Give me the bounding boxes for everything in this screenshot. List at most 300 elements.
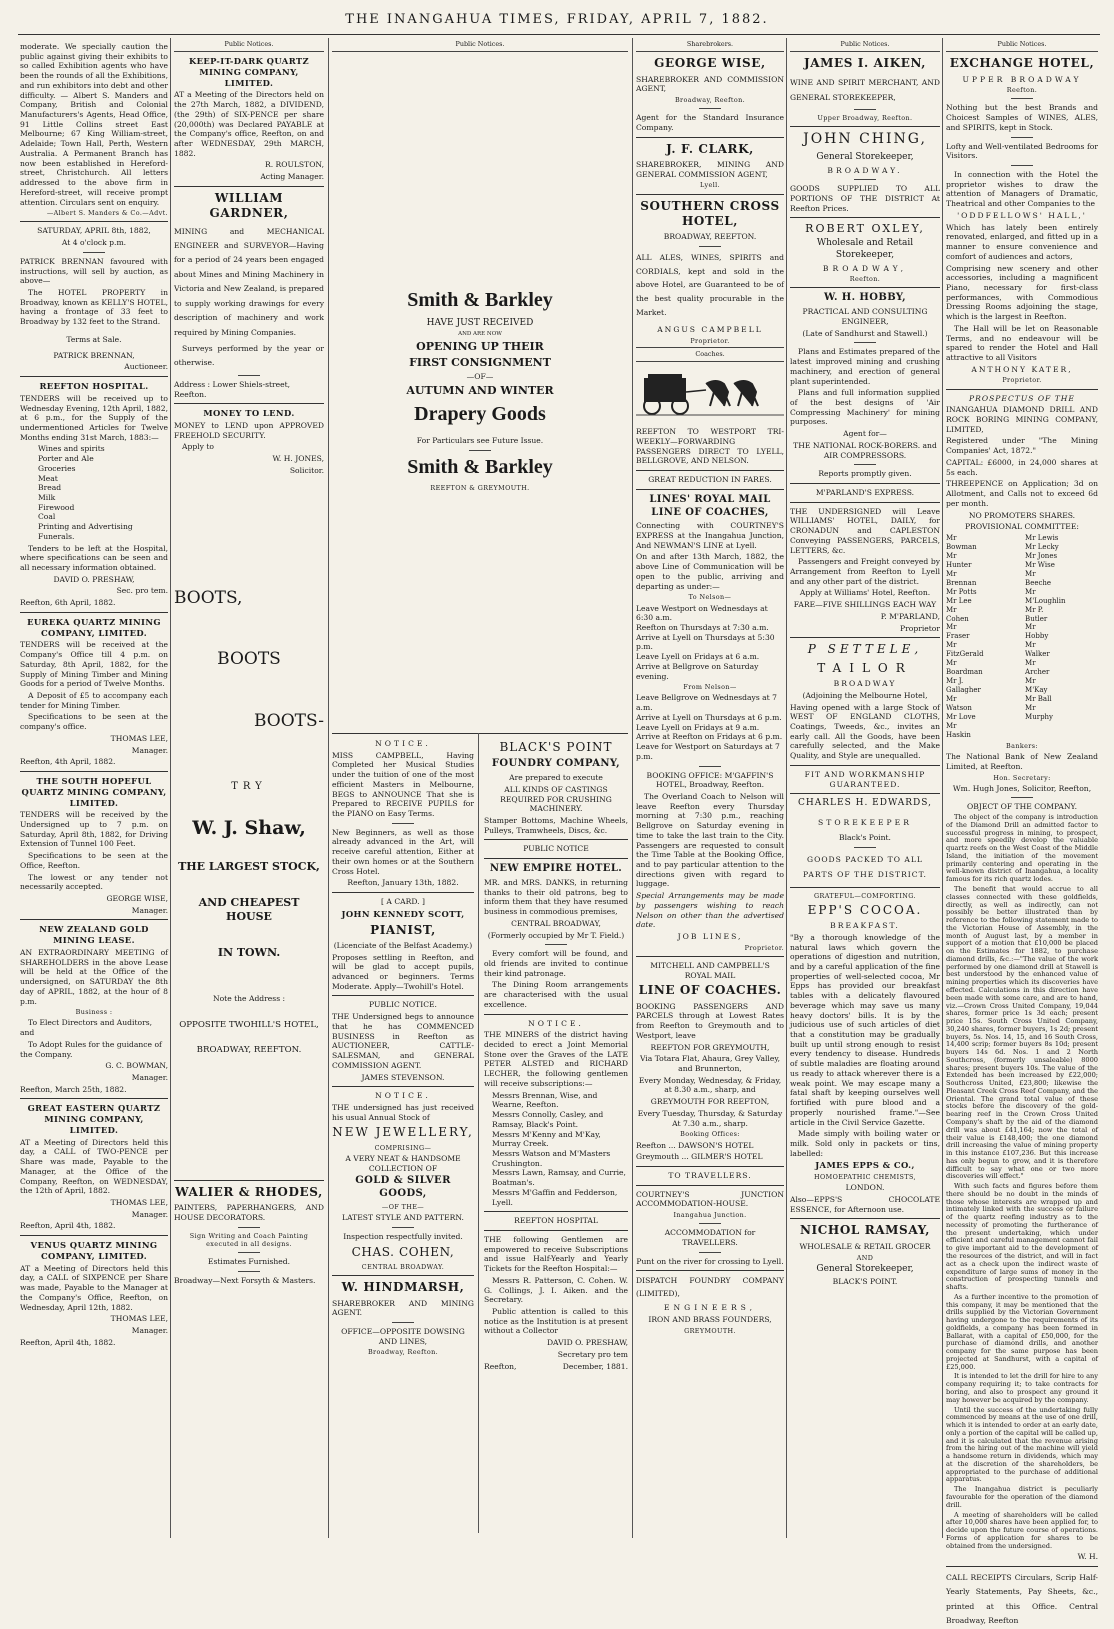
- list-item: Mr Murphy: [1025, 704, 1054, 722]
- column-divider: [328, 38, 329, 1538]
- call-receipts-text: CALL RECEIPTS Circulars, Scrip Half-Yearly Statements, Pay Sheets, &c., printed at this Office. Central Broadway, Reefton: [946, 1573, 1098, 1626]
- eureka-signer: THOMAS LEE,: [110, 733, 168, 743]
- mitchell-days: Every Monday, Wednesday, & Friday, at 8.30 a.m., sharp, and: [638, 1075, 782, 1095]
- exchange-hotel-heading: EXCHANGE HOTEL,: [949, 56, 1095, 71]
- exchange-hotel-upper: UPPER BROADWAY: [962, 74, 1082, 84]
- south-hopeful-lowest: The lowest or any tender not necessarily accepted.: [20, 872, 168, 892]
- eureka-text: TENDERS will be received at the Company's Office till 4 p.m. on Saturday, 8th April, 1882, for the Supply of Mining Timber and Mining Goods for a period of Twelve Months.: [20, 640, 168, 689]
- list-item: Groceries: [38, 463, 76, 473]
- wise-text: SHAREBROKER AND COMMISSION AGENT,: [636, 74, 784, 94]
- reefton-hospital-place: Reefton,: [484, 1361, 517, 1371]
- list-item: Mr Watson: [946, 695, 972, 713]
- hospital-date: Reefton, 6th April, 1882.: [20, 598, 116, 608]
- scott-text: Proposes settling in Reefton, and will be glad to accept pupils, advanced or beginners. Terms Moderate. Apply—Twohill's Hotel.: [332, 952, 474, 991]
- ramsay-name: NICHOL RAMSAY,: [799, 1223, 931, 1238]
- nz-gold-signer: G. C. BOWMAN,: [105, 1061, 168, 1071]
- exchange-hotel-lofty: Lofty and Well-ventilated Bedrooms for Visitors.: [946, 141, 1098, 161]
- hindmarsh-text: SHAREBROKER AND MINING AGENT.: [332, 1298, 474, 1318]
- eureka-heading: EUREKA QUARTZ MINING COMPANY, LIMITED.: [27, 616, 161, 638]
- miss-campbell-text: MISS CAMPBELL, Having Completed her Musical Studies under the tuition of one of the most efficient Masters in Melbourne, BEGS to ANNOUNCE That she is Prepared to RECEIVE PUPILS for the PIANO on Easy Terms.: [332, 750, 474, 819]
- jewellery-comprising: COMPRISING—: [374, 1143, 432, 1152]
- list-item: Messrs Brennan, Wise, and Wearne, Reefton.: [492, 1090, 598, 1110]
- masthead: THE INANGAHUA TIMES, FRIDAY, APRIL 7, 1882.: [345, 12, 769, 27]
- walier-sign-writing: Sign Writing and Coach Painting executed in all designs.: [189, 1231, 309, 1248]
- venus-date: Reefton, April 4th, 1882.: [20, 1337, 116, 1347]
- wise-agent: Agent for the Standard Insurance Company.: [636, 113, 784, 132]
- exchange-hotel-proprietor: ANTHONY KATER,: [971, 364, 1073, 374]
- list-item: Coal: [38, 512, 56, 522]
- reefton-hospital-date: December, 1881.: [562, 1361, 628, 1371]
- mitchell-days-2: Every Tuesday, Thursday, & Saturday At 7.30 a.m., sharp.: [637, 1108, 783, 1128]
- westport-reduction: GREAT REDUCTION IN FARES.: [648, 475, 772, 484]
- eureka-date: Reefton, 4th April, 1882.: [20, 757, 116, 767]
- public-notice-heading: PUBLIC NOTICE: [523, 844, 589, 854]
- oxley-name: ROBERT OXLEY,: [805, 222, 925, 236]
- scott-name: JOHN KENNEDY SCOTT,: [341, 908, 465, 919]
- list-item: Messrs Connolly, Casley, and Ramsay, Black's Point.: [492, 1110, 604, 1129]
- column-2: [174, 40, 324, 1535]
- mparland-passengers: Passengers and Freight conveyed by Arrangement from Reefton to Lyell and any other part of the district.: [790, 557, 940, 586]
- list-item: Mr J. Gallagher: [946, 677, 981, 695]
- prospectus-facts: With such facts and figures before them there should be no doubt in the minds of those whose interests are wrapped up and intimately linked with the success or failure of the quartz reefing industry as to the necessity of promoting the furtherance of the present undertaking, which under efficient and careful management cannot fail to give important aid to the development of the resources of the district, and will in fact act as a check upon the indirect waste of expenditure of large sums of money in the construction of prospecting tunnels and shafts.: [946, 1182, 1098, 1292]
- great-eastern-signer: THOMAS LEE,: [110, 1198, 168, 1208]
- hospital-signer: DAVID O. PRESHAW,: [53, 574, 135, 584]
- column-5: [790, 40, 940, 1535]
- travellers-accommodation: ACCOMMODATION for TRAVELLERS.: [664, 1228, 756, 1248]
- hindmarsh-address: Broadway, Reefton.: [367, 1348, 439, 1357]
- jewellery-ofthe: —OF THE—: [381, 1202, 425, 1211]
- clark-text: SHAREBROKER, MINING AND GENERAL COMMISSION AGENT,: [636, 159, 784, 179]
- note-address: Note the Address :: [212, 994, 286, 1004]
- shaw-name: W. J. Shaw,: [192, 816, 306, 839]
- list-item: Mr M'Loughlin: [1025, 587, 1066, 605]
- smith-barkley-now: AND ARE NOW: [458, 331, 502, 338]
- sale-time: At 4 o'clock p.m.: [61, 238, 127, 248]
- hospital-tender-text: TENDERS will be received up to Wednesday Evening, 12th April, 1882, at 6 p.m., for the Supply of the undermentioned Articles for Twelve Months ending 31st March, 1883:—: [20, 393, 168, 442]
- list-item: Printing and Advertising: [38, 522, 133, 532]
- ching-name: JOHN CHING,: [803, 131, 927, 148]
- edwards-goods: GOODS PACKED TO ALL PARTS OF THE DISTRICT.: [803, 855, 927, 880]
- exchange-hotel-role: Proprietor.: [1002, 376, 1042, 385]
- ramsay-and: AND: [856, 1253, 874, 1262]
- list-item: Mr P. Butler: [1025, 605, 1048, 623]
- aiken-name: JAMES I. AIKEN,: [803, 56, 927, 71]
- hindmarsh-name: W. HINDMARSH,: [341, 1280, 465, 1295]
- royal-mail-role: Proprietor.: [744, 943, 784, 952]
- royal-mail-to: To Nelson—: [688, 593, 732, 602]
- travellers-where: Inangahua Junction.: [673, 1211, 747, 1220]
- reefton-hospital-heading: REEFTON HOSPITAL: [514, 1216, 598, 1226]
- list-item: Mr Lecky: [1025, 542, 1059, 551]
- hobby-name: W. H. HOBBY,: [823, 292, 907, 304]
- list-item: Leave Lyell on Fridays at 6 a.m.: [636, 652, 760, 662]
- notice-heading: NOTICE.: [528, 1018, 584, 1028]
- prospectus-threepence: THREEPENCE on Application; 3d on Allotment, and Calls not to exceed 6d per month.: [946, 479, 1098, 508]
- royal-mail-from: From Nelson—: [683, 683, 737, 692]
- stevenson-text: THE Undersigned begs to announce that he has COMMENCED BUSINESS in Reefton as AUCTIONEER, CATTLE-SALESMAN, and GENERAL COMMISSION AGENT.: [332, 1012, 474, 1070]
- prospectus-signer: W. H.: [1077, 1552, 1098, 1562]
- epps-also: Also—EPPS'S CHOCOLATE ESSENCE, for Afternoon use.: [790, 1195, 940, 1214]
- prospectus-object-text: The object of the company is introduction of the Diamond Drill an admitted factor to successful progress in mining, to prospect, and more speedily develop the valuable quartz reefs on the West Coast of the Middle Island, the initiation of the movement primarily centering and operating in the well-known district of Inangahua, a locality famous for its rich quartz lodes.: [946, 813, 1098, 884]
- prospectus-capital: CAPITAL: £6000, in 24,000 shares at 5s each.: [946, 457, 1098, 477]
- nz-gold-text: AN EXTRAORDINARY MEETING of SHAREHOLDERS in the above Lease will be held at the Office of the undersigned, on SATURDAY the 8th day of APRIL, 1882, at the hour of 8 p.m.: [20, 947, 168, 1006]
- scott-pianist: PIANIST,: [370, 922, 436, 937]
- boots-line-3: BOOTS-: [253, 711, 324, 732]
- advert-signature: —Albert S. Manders & Co.—Advt.: [46, 209, 168, 218]
- venus-text: AT a Meeting of Directors held this day, a CALL of SIXPENCE per Share was made, Payable to the Manager at the Company's Office, Reefton, on Wednesday, April 12th, 1882.: [20, 1263, 168, 1312]
- smith-barkley-autumn: AUTUMN AND WINTER: [406, 384, 554, 398]
- eureka-deposit: A Deposit of £5 to accompany each tender for Mining Timber.: [20, 690, 168, 710]
- exchange-hotel-comprising: Comprising new scenery and other accessories, including a magnificent Piano, necessary for first-class performances, with Commodious Dressing Rooms adjoining the stage, which is the largest in Reefton.: [946, 263, 1098, 322]
- list-item: Mr Love: [946, 713, 976, 722]
- scott-licence: (Licenciate of the Belfast Academy.): [333, 940, 473, 950]
- blacks-point-heading: BLACK'S POINT: [499, 740, 613, 754]
- list-item: Mr Hobby: [1025, 623, 1049, 641]
- public-notice-heading: PUBLIC NOTICE.: [369, 1000, 437, 1010]
- exchange-hotel-connection: In connection with the Hotel the proprietor wishes to draw the attention of Managers of Dramatic, Theatrical and other Companies to the: [946, 170, 1098, 209]
- royal-mail-special: Special Arrangements may be made by passengers wishing to reach Nelson on other than the advertised date.: [636, 891, 784, 930]
- south-hopeful-text: TENDERS will be received by the Undersigned up to 7 p.m. on Saturday, April 8th, 1882, for Driving Extension of Tunnel 100 Feet.: [20, 810, 168, 849]
- edwards-name: CHARLES H. EDWARDS,: [798, 798, 932, 809]
- ramsay-text: WHOLESALE & RETAIL GROCER: [799, 1241, 931, 1251]
- ching-goods: GOODS SUPPLIED TO ALL PORTIONS OF THE DISTRICT At Reefton Prices.: [790, 184, 940, 213]
- boots-line-1: BOOTS,: [174, 587, 243, 608]
- prospectus-secretary: Wm. Hugh Jones, Solicitor, Reefton,: [952, 783, 1092, 793]
- south-hopeful-heading: THE SOUTH HOPEFUL QUARTZ MINING COMPANY, LIMITED.: [21, 776, 167, 808]
- dispatch-text: DISPATCH FOUNDRY COMPANY (LIMITED),: [636, 1276, 784, 1299]
- jewellery-new: NEW JEWELLERY,: [332, 1125, 474, 1140]
- jewellery-collection: A VERY NEAT & HANDSOME COLLECTION OF: [345, 1153, 461, 1173]
- list-item: Mr Cohen: [946, 605, 969, 623]
- nz-gold-item: To Elect Directors and Auditors, and: [20, 1018, 153, 1038]
- list-item: Wines and spirits: [38, 444, 105, 454]
- settele-address: BROADWAY: [833, 679, 897, 689]
- mitchell-reefton: REEFTON FOR GREYMOUTH,: [650, 1042, 770, 1052]
- committee-list: [946, 534, 1098, 740]
- shaw-broadway: BROADWAY, REEFTON.: [196, 1045, 302, 1056]
- walier-text: PAINTERS, PAPERHANGERS, AND HOUSE DECORATORS.: [174, 1203, 324, 1223]
- smith-barkley-particulars: For Particulars see Future Issue.: [416, 435, 544, 445]
- exchange-hotel-hall: 'ODDFELLOWS' HALL,': [957, 210, 1087, 220]
- mparland-signer: P. M'PARLAND,: [880, 611, 940, 621]
- jewellery-gold: GOLD & SILVER GOODS,: [355, 1175, 451, 1200]
- southern-cross-text: ALL ALES, WINES, SPIRITS and CORDIALS, kept and sold in the above Hotel, are Guaranteed to be of the best quality procurable in the Market.: [636, 253, 784, 317]
- list-item: Arrive at Lyell on Thursdays at 6 p.m.: [636, 712, 782, 722]
- list-item: Mr Bowman: [946, 533, 977, 551]
- mitchell-greymouth: GREYMOUTH FOR REEFTON,: [650, 1097, 770, 1107]
- stevenson-name: JAMES STEVENSON.: [361, 1072, 445, 1082]
- walier-address: Broadway—Next Forsyth & Masters.: [174, 1275, 316, 1285]
- list-item: Mr Hunter: [946, 551, 972, 569]
- aiken-text: WINE AND SPIRIT MERCHANT, AND GENERAL STOREKEEPER,: [790, 77, 940, 102]
- prospectus-benefit: The benefit that would accrue to all classes connected with these goldfields, directly, as well as indirectly, can not possibly be better illustrated than by reference to the following statement made to the Victorian House of Assembly, in the month of August last, by a member in support of a motion that £10,000 be placed on the Estimates for 1882, to purchase diamond drills, &c.:—"The value of the work performed by one diamond drill at Stawell is best understood by the enhanced value of mining properties which its discoveries have effected. Calculations in this direction have been made with some care, and are to hand, viz.—Crown Cross United Company, 19,044 shares, former price 1s 3d each; present price 15s. South Cross United Company, 30,240 shares, former buyers, 1s 2d; present buyers, 5s. Nos. 14, 15, and 16 South Cross, 14,400 scrip; former buyers 8s 10d; present buyers 14s 6d. Nos. 1 and 2 North Southcross, (formerly unsaleable) 8000 shares; present buyers 10s. The value of the Extended has been increased by £22,000; Southcross United, £23,800; likewise the Pleasant Creek Cross Reef Company, and the Oriental. The grand total value of these stocks before the discovery of the gold-bearing reef in the Crown Cross United Company's shaft by the aid of the diamond drill was about £41,164; now the total of their value is £148,400; the one diamond drill increasing the value of mining property in this instance £107,236. But this increase has only begun to grow, and it is therefore difficult to say what one or two more discoveries will effect.": [946, 885, 1098, 1181]
- hindmarsh-office: OFFICE—OPPOSITE DOWSING AND LINES,: [341, 1326, 465, 1346]
- prospectus-bankers: Bankers:: [1006, 741, 1038, 750]
- walier-estimates: Estimates Furnished.: [207, 1257, 291, 1267]
- new-empire-central: CENTRAL BROADWAY,: [511, 918, 601, 928]
- exchange-hotel-which: Which has lately been entirely renovated, enlarged, and fitted up in a manner to ensure convenience and comfort of audiences and actors,: [946, 222, 1098, 261]
- venus-signer: THOMAS LEE,: [110, 1314, 168, 1324]
- column-divider: [942, 38, 943, 1538]
- new-empire-heading: NEW EMPIRE HOTEL.: [489, 863, 623, 875]
- south-hopeful-spec: Specifications to be seen at the Office, Reefton.: [20, 851, 168, 870]
- hobby-reports: Reports promptly given.: [818, 469, 912, 479]
- oxley-address: BROADWAY,: [822, 263, 908, 273]
- royal-mail-connecting: Connecting with COURTNEY'S EXPRESS at the Inangahua Junction, And NEWMAN'S LINE at Lyell.: [636, 521, 784, 550]
- new-empire-dining: The Dining Room arrangements are characterised with the usual excellence.: [484, 980, 628, 1009]
- eureka-signer-role: Manager.: [131, 745, 168, 755]
- royal-mail-overland: The Overland Coach to Nelson will leave Reefton every Thursday morning at 7:30 p.m., reaching Bellgrove on Saturday evening in time to take the last train to the City. Passengers are requested to consult the Time Table at the Booking Office, and to pay particular attention to the directions given with regard to luggage.: [636, 791, 784, 889]
- list-item: Mr Boardman: [946, 659, 983, 677]
- hospital-note: Tenders to be left at the Hospital, where specifications can be seen and all necessary information obtained.: [20, 543, 168, 572]
- prospectus-further: As a further incentive to the promotion of this company, it may be mentioned that the drills supplied by the Victorian Government having undergone to the requirements of its goldfields, a company has been formed in Ballarat, with a capital of £50,000, for the purchase of diamond drills, and another company for the same purpose has been projected at Sandhurst, with a capital of £25,000.: [946, 1292, 1098, 1371]
- mitchell-via: Via Totara Flat, Ahaura, Grey Valley, and Brunnerton,: [639, 1054, 781, 1074]
- miss-campbell-beginners: New Beginners, as well as those already advanced in the Art, will receive careful attention, Either at their own homes or at the Southern Cross Hotel.: [332, 827, 474, 876]
- keep-it-dark-heading: KEEP-IT-DARK QUARTZ MINING COMPANY, LIMITED.: [188, 56, 310, 88]
- list-item: Messrs Lawn, Ramsay, and Currie, Boatman's.: [492, 1168, 626, 1188]
- list-item: Mr Beeche: [1025, 569, 1052, 587]
- blacks-point-prepared: Are prepared to execute: [509, 773, 603, 783]
- memorial-text: THE MINERS of the district having decided to erect a Joint Memorial Stone over the Graves of the LATE PETER ALSTED and RICHARD LECHER, the following gentlemen will receive subscriptions:—: [484, 1030, 628, 1088]
- list-item: Arrive at Bellgrove on Saturday evening.: [636, 661, 759, 681]
- in-town: IN TOWN.: [217, 946, 281, 960]
- smith-barkley-drapery: Drapery Goods: [414, 403, 546, 426]
- smith-barkley-locations: REEFTON & GREYMOUTH.: [430, 484, 530, 493]
- ramsay-general: General Storekeeper,: [816, 1263, 914, 1274]
- great-eastern-date: Reefton, April 4th, 1882.: [20, 1221, 116, 1231]
- new-empire-text: MR. and MRS. DANKS, in returning thanks to their old patrons, beg to inform them that they have resumed business in commodious premises,: [484, 877, 628, 917]
- money-text: MONEY to LEND upon APPROVED FREEHOLD SECURITY.: [174, 421, 324, 440]
- list-item: Mr Haskin: [946, 721, 971, 739]
- royal-mail-on: On and after 13th March, 1882, the above Line of Communication will be open to the public, arriving and departing as under:—: [636, 552, 784, 591]
- venus-signer-role: Manager.: [131, 1326, 168, 1335]
- list-item: Leave Bellgrove on Wednesdays at 7 a.m.: [636, 693, 777, 713]
- nz-gold-item: To Adopt Rules for the guidance of the Company.: [20, 1039, 162, 1059]
- blacks-point-foundry: FOUNDRY COMPANY,: [491, 758, 621, 770]
- smith-barkley-received: HAVE JUST RECEIVED: [426, 317, 534, 328]
- column-1: [20, 40, 168, 1535]
- dispatch-founders: IRON AND BRASS FOUNDERS,: [648, 1314, 772, 1324]
- money-heading: MONEY TO LEND.: [203, 408, 295, 419]
- hobby-agent: Agent for—: [843, 429, 887, 439]
- prospectus-heading: PROSPECTUS OF THE: [969, 393, 1075, 403]
- clark-address: Lyell.: [699, 181, 721, 190]
- epps-chemists: HOMOEPATHIC CHEMISTS,: [814, 1173, 916, 1182]
- nz-gold-date: Reefton, March 25th, 1882.: [20, 1084, 127, 1094]
- list-item: Mr Potts: [946, 587, 977, 596]
- column-divider: [786, 38, 787, 1538]
- auctioneer-name: PATRICK BRENNAN,: [53, 350, 135, 360]
- keep-it-dark-signer-role: Acting Manager.: [260, 172, 324, 182]
- walier-heading: WALIER & RHODES,: [175, 1185, 323, 1200]
- list-item: Funerals.: [38, 531, 75, 541]
- settele-guarantee: FIT AND WORKMANSHIP GUARANTEED.: [804, 769, 926, 789]
- smith-barkley-advert: [332, 288, 628, 492]
- list-item: Bread: [38, 483, 62, 493]
- royal-mail-heading: LINES' ROYAL MAIL LINE OF COACHES,: [649, 493, 771, 518]
- gardner-text: MINING and MECHANICAL ENGINEER and SURVEYOR—Having for a period of 24 years been engaged about Mines and Mining Machinery in Victoria and New Zealand, is prepared to supply working drawings for every description of machinery and work required by Mining Companies.: [174, 226, 324, 337]
- column-divider: [632, 38, 633, 1538]
- boots-line-2: BOOTS: [217, 649, 281, 670]
- great-eastern-text: AT a Meeting of Directors held this day, a CALL of TWO-PENCE per Share was made, Payable to the Manager, at the Office of the Company, Reefton, on WEDNESDAY, the 12th of April, 1882.: [20, 1137, 168, 1196]
- clark-name: J. F. CLARK,: [666, 141, 754, 156]
- sale-date: SATURDAY, APRIL 8th, 1882,: [37, 226, 151, 236]
- reefton-hospital-note: Public attention is called to this notice as the Institution is at present without a Collector: [484, 1307, 628, 1336]
- mparland-apply: Apply at Williams' Hotel, Reefton.: [799, 588, 931, 598]
- nz-gold-signer-role: Manager.: [131, 1073, 168, 1083]
- list-item: Leave for Westport on Saturdays at 7 p.m.: [636, 742, 780, 761]
- settele-adjoining: (Adjoining the Melbourne Hotel,: [802, 690, 928, 700]
- oxley-town: Reefton.: [849, 275, 881, 284]
- prospectus-company: INANGAHUA DIAMOND DRILL AND ROCK BORING MINING COMPANY, LIMITED,: [946, 405, 1098, 434]
- westport-text: REEFTON TO WESTPORT TRI-WEEKLY—FORWARDING PASSENGERS DIRECT TO LYELL, BELLGROVE, AND NELSON.: [636, 427, 784, 466]
- list-item: Milk: [38, 492, 56, 502]
- reefton-hospital-text: THE following Gentlemen are empowered to receive Subscriptions and issue Half-Yearly and Yearly Tickets for the Reefton Hospital:—: [484, 1234, 628, 1274]
- ching-role: General Storekeeper,: [816, 152, 914, 163]
- list-item: Mr Ball: [1025, 695, 1052, 704]
- smith-barkley-name-2: Smith & Barkley: [407, 455, 553, 478]
- money-apply: Apply to: [182, 442, 214, 452]
- southern-cross-address: BROADWAY, REEFTON.: [663, 232, 757, 242]
- ching-address: BROADWAY.: [827, 165, 903, 175]
- smith-barkley-opening: OPENING UP THEIR: [416, 340, 544, 354]
- prospectus-district: The Inangahua district is peculiarly favourable for the operation of the diamond drill.: [946, 1485, 1098, 1509]
- prospectus-object: OBJECT OF THE COMPANY.: [966, 802, 1078, 812]
- new-empire-formerly: (Formerly occupied by Mr T. Field.): [487, 930, 625, 940]
- money-signer: W. H. JONES,: [272, 454, 324, 464]
- column-header: Public Notices.: [174, 40, 324, 52]
- auction-property: The HOTEL PROPERTY in Broadway, known as KELLY'S HOTEL, having a frontage of 33 feet to Broadway by 132 feet to the Strand.: [20, 288, 168, 327]
- southern-cross-heading: SOUTHERN CROSS HOTEL,: [640, 198, 780, 228]
- ramsay-address: BLACK'S POINT.: [832, 1277, 898, 1287]
- jewellery-text: THE undersigned has just received his usual Annual Stock of: [332, 1102, 474, 1122]
- list-item: Mr FitzGerald: [946, 641, 984, 659]
- hobby-text: PRACTICAL AND CONSULTING ENGINEER,: [802, 307, 928, 326]
- list-item: Porter and Ale: [38, 454, 94, 464]
- list-item: Mr Jones: [1025, 551, 1058, 560]
- hobby-late: (Late of Sandhurst and Stawell.): [802, 328, 928, 338]
- jewellery-inspection: Inspection respectfully invited.: [343, 1231, 463, 1241]
- travellers-heading: TO TRAVELLERS.: [668, 1170, 752, 1180]
- prospectus-committee: PROVISIONAL COMMITTEE:: [965, 522, 1079, 532]
- gardner-heading: WILLIAM GARDNER,: [209, 190, 289, 221]
- list-item: Messrs Watson and M'Masters Crushington.: [492, 1148, 611, 1168]
- gardner-surveys: Surveys performed by the year or otherwise.: [174, 344, 324, 368]
- try-text: TRY: [231, 780, 267, 792]
- prospectus-bank: The National Bank of New Zealand Limited, at Reefton.: [946, 752, 1098, 771]
- list-item: Leave Westport on Wednesdays at 6:30 a.m.: [636, 603, 768, 623]
- mparland-heading: M'PARLAND'S EXPRESS.: [815, 488, 915, 497]
- royal-mail-booking: BOOKING OFFICE: M'GAFFIN'S HOTEL, Broadway, Reefton.: [646, 770, 774, 790]
- travellers-punt: Punt on the river for crossing to Lyell.: [636, 1256, 784, 1266]
- exchange-hotel-terms: The Hall will be let on Reasonable Terms, and no endeavour will be spared to render the Hotel and Hall attractive to all Visitors: [946, 323, 1098, 362]
- mitchell-text: BOOKING PASSENGERS AND PARCELS through at Lowest Rates from Reefton to Greymouth and to Westport, leave: [636, 1001, 784, 1040]
- list-item: Firewood: [38, 502, 75, 512]
- hospital-signer-role: Sec. pro tem.: [116, 586, 168, 596]
- list-item: Mr Fraser: [946, 623, 970, 641]
- column-3: [332, 40, 628, 1535]
- notice-heading: NOTICE.: [375, 739, 431, 748]
- advert-text: moderate. We specially caution the public against giving their exhibits to so called Exhibition agents who have been the rounds of all the Exhibitions, and run exhibitors into debt and other difficulty. — Albert S. Manders and Company, British and Colonial Manufacturers's Agents, Head Office, 91 Little Collins street East Melbourne; 67 King William-street, Adelaide; Town Hall, Perth, Western Australia. A Permanent Branch has now been established in Hereford-street, Christchurch. All letters addressed to the above firm in Hereford-street, will receive prompt attention. Circulars sent on enquiry.: [20, 42, 168, 207]
- gardner-address: Address : Lower Shiels-street, Reefton.: [174, 379, 291, 399]
- auction-terms: Terms at Sale.: [66, 334, 122, 344]
- epps-text: "By a thorough knowledge of the natural laws which govern the operations of digestion and nutrition, and by a careful application of the fine properties of well-selected cocoa, Mr Epps has provided our breakfast tables with a delicately flavoured beverage which may save us many heavy doctors' bills. It is by the judicious use of such articles of diet that a constitution may be gradually built up until strong enough to resist every tendency to disease. Hundreds of subtle maladies are floating around us ready to attack wherever there is a weak point. We may escape many a fatal shaft by keeping ourselves well fortified with pure blood and a properly nourished frame."—See article in the Civil Service Gazette.: [790, 932, 940, 1127]
- edwards-address: Black's Point.: [839, 833, 891, 843]
- list-item: Mr Walker: [1025, 641, 1050, 659]
- list-item: Arrive at Reefton on Fridays at 6 p.m.: [636, 732, 783, 742]
- mitchell-office: Greymouth ... GILMER'S HOTEL: [636, 1152, 763, 1162]
- list-item: Messrs M'Kenny and M'Kay, Murray Creek.: [492, 1129, 601, 1149]
- great-eastern-signer-role: Manager.: [131, 1209, 168, 1219]
- reefton-hospital-names: Messrs R. Patterson, C. Cohen. W. G. Collings, J. I. Aiken. and the Secretary.: [484, 1275, 628, 1305]
- exchange-hotel-town: Reefton.: [1006, 86, 1038, 95]
- list-item: Mr Archer: [1025, 659, 1050, 677]
- cohen-address: CENTRAL BROADWAY.: [361, 1262, 445, 1271]
- masthead-rule: [18, 34, 1100, 35]
- epps-name: JAMES EPPS & CO.,: [815, 1160, 915, 1171]
- notice-heading: NOTICE.: [375, 1091, 431, 1101]
- column-6: [946, 40, 1098, 1626]
- southern-cross-proprietor: ANGUS CAMPBELL: [657, 325, 763, 335]
- exchange-hotel-text: Nothing but the best Brands and Choicest Samples of WINES, ALES, and SPIRITS, kept in Stock.: [946, 103, 1098, 132]
- southern-cross-role: Proprietor.: [690, 337, 730, 346]
- dispatch-where: GREYMOUTH.: [684, 1326, 736, 1335]
- smith-barkley-first: FIRST CONSIGNMENT: [409, 356, 551, 370]
- list-item: Leave Lyell on Fridays at 9 a.m.: [636, 722, 760, 732]
- nz-gold-heading: NEW ZEALAND GOLD MINING LEASE.: [39, 924, 149, 946]
- prospectus-meeting: A meeting of shareholders will be called after 10,000 shares have been applied for, to decide upon the future course of operations. Forms of application for shares to be obtained from the undersigned.: [946, 1510, 1098, 1550]
- keep-it-dark-text: AT a Meeting of the Directors held on the 27th March, 1882, a DIVIDEND, (the 29th) of SIX-PENCE per share (20,000th) was Declared PAYABLE at the Company's office, Reefton, on and after WEDNESDAY, 29th MARCH, 1882.: [174, 90, 324, 158]
- list-item: Reefton on Thursdays at 7:30 a.m.: [636, 622, 769, 632]
- cohen-name: CHAS. COHEN,: [351, 1244, 455, 1259]
- money-signer-role: Solicitor.: [289, 465, 324, 475]
- epps-title: EPP'S COCOA.: [807, 902, 923, 917]
- epps-london: LONDON.: [845, 1183, 885, 1193]
- mitchell-line: LINE OF COACHES.: [638, 983, 782, 998]
- miss-campbell-date: Reefton, January 13th, 1882.: [347, 878, 459, 888]
- epps-made: Made simply with boiling water or milk. Sold only in packets or tins, labelled:: [790, 1129, 940, 1158]
- reefton-hospital-signer-role: Secretary pro tem: [557, 1349, 628, 1359]
- keep-it-dark-signer: R. ROULSTON,: [265, 160, 324, 170]
- hobby-full: Plans and full information supplied of the best designs of 'Air Compressing Machinery' for mining purposes.: [790, 388, 940, 427]
- list-item: Mr Wise: [1025, 560, 1055, 569]
- auctioneer-role: Auctioneer.: [124, 362, 168, 372]
- coach-icon: [636, 370, 784, 418]
- south-hopeful-signer-role: Manager.: [131, 905, 168, 915]
- wise-address: Broadway, Reefton.: [674, 95, 746, 104]
- card-label: [ A CARD. ]: [381, 897, 425, 907]
- venus-heading: VENUS QUARTZ MINING COMPANY, LIMITED.: [30, 1240, 158, 1261]
- column-header: Sharebrokers.: [636, 40, 784, 52]
- mparland-text: THE UNDERSIGNED will Leave WILLIAMS' HOTEL, DAILY, for CRONADUN and CAPLESTON Conveying PASSENGERS, PARCELS, LETTERS, &c.: [790, 506, 940, 555]
- south-hopeful-signer: GEORGE WISE,: [106, 894, 168, 903]
- royal-mail-proprietor: JOB LINES,: [677, 932, 743, 941]
- column-header: Public Notices.: [790, 40, 940, 52]
- mitchell-office: Reefton ... DAWSON'S HOTEL: [636, 1140, 754, 1150]
- blacks-point-stampers: Stamper Bottoms, Machine Wheels, Pulleys, Tramwheels, Discs, &c.: [484, 816, 628, 835]
- jewellery-latest: LATEST STYLE AND PATTERN.: [342, 1213, 464, 1223]
- hobby-plans: Plans and Estimates prepared of the latest improved mining and crushing machinery, and erection of general plant superintended.: [790, 347, 940, 386]
- list-item: Meat: [38, 473, 58, 483]
- settele-name: P SETTELE,: [807, 642, 923, 657]
- epps-breakfast: BREAKFAST.: [830, 921, 900, 931]
- auction-text: PATRICK BRENNAN favoured with instructions, will sell by auction, as above—: [20, 256, 168, 286]
- list-item: Messrs M'Gaffin and Fedderson, Lyell.: [492, 1187, 618, 1207]
- list-item: Mr Lewis: [1025, 533, 1059, 542]
- great-eastern-heading: GREAT EASTERN QUARTZ MINING COMPANY, LIMITED.: [27, 1103, 161, 1135]
- column-divider: [170, 38, 171, 1538]
- mparland-fare: FARE—FIVE SHILLINGS EACH WAY: [793, 600, 937, 610]
